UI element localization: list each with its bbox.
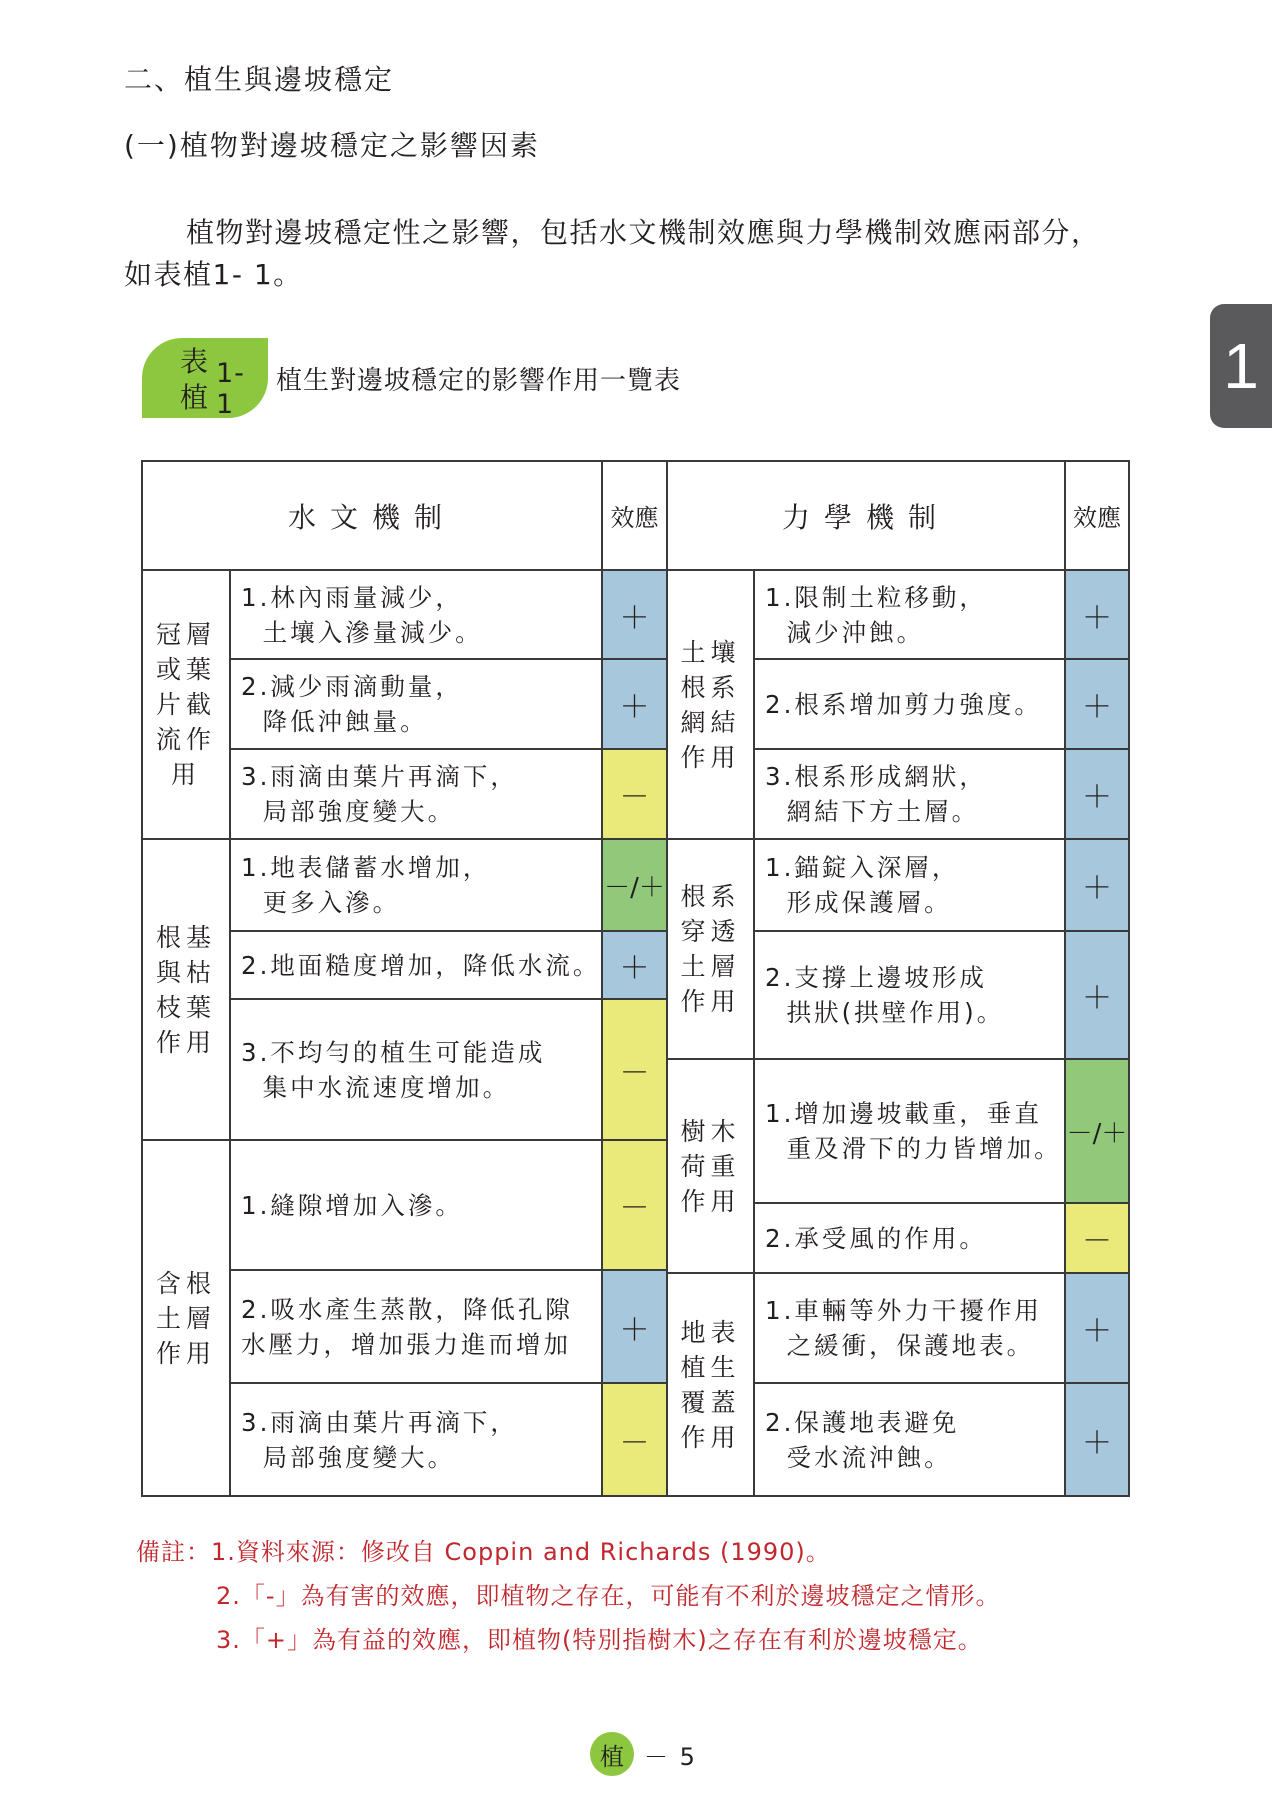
hydro-row-text — [229, 838, 603, 932]
mech-row-effect: ＋ — [1064, 838, 1130, 932]
hydro-row-effect: ＋ — [601, 658, 668, 750]
hydro-category-litter — [141, 838, 231, 1141]
hydro-row-text — [229, 998, 603, 1141]
effects-table — [141, 460, 1128, 1497]
row-text: 3.雨滴由葉片再滴下， 局部強度變大。 — [241, 762, 518, 826]
caption-badge-char-2: 植 — [180, 381, 209, 414]
row-text: 3.根系形成網狀， 網結下方土層。 — [765, 762, 987, 826]
hydro-row-text — [229, 1269, 603, 1384]
hydro-row-text — [229, 658, 603, 750]
mech-category-root-penetration — [666, 838, 755, 1060]
hydro-row-effect: － — [601, 1382, 668, 1497]
row-text: 2.保護地表避免 受水流沖蝕。 — [765, 1407, 960, 1472]
caption-number: 1-1 — [216, 358, 245, 420]
chapter-tab: 1 — [1210, 304, 1272, 428]
header-mech: 力學機制 — [666, 460, 1066, 571]
paragraph-line-2: 如表植1- 1。 — [124, 258, 303, 291]
header-hydro: 水文機制 — [141, 460, 603, 571]
header-effect-right: 效應 — [1064, 460, 1130, 571]
hydro-row-effect: －/＋ — [601, 838, 668, 932]
row-text: 2.承受風的作用。 — [765, 1223, 987, 1253]
row-text: 1.車輛等外力干擾作用 之緩衝，保護地表。 — [765, 1296, 1042, 1360]
hydro-row-text — [229, 1382, 603, 1497]
hydro-category-canopy — [141, 569, 231, 840]
hydro-row-text — [229, 748, 603, 840]
row-text: 3.不均勻的植生可能造成 集中水流速度增加。 — [241, 1037, 546, 1102]
intro-paragraph — [124, 212, 1164, 296]
row-text: 2.支撐上邊坡形成 拱狀(拱壁作用)。 — [765, 963, 1005, 1027]
row-text: 2.地面糙度增加，降低水流。 — [241, 950, 601, 980]
caption-badge-char-1: 表 — [180, 345, 209, 378]
mech-row-text — [753, 1382, 1066, 1497]
header-effect-left: 效應 — [601, 460, 668, 571]
mech-row-effect: － — [1064, 1202, 1130, 1274]
mech-row-effect: ＋ — [1064, 569, 1130, 660]
hydro-row-effect: ＋ — [601, 1269, 668, 1384]
row-text: 1.林內雨量減少， 土壤入滲量減少。 — [241, 582, 483, 647]
row-text: 1.地表儲蓄水增加， 更多入滲。 — [241, 853, 491, 917]
note-3: 3.「+」為有益的效應，即植物(特別指樹木)之存在有利於邊坡穩定。 — [216, 1626, 983, 1654]
hydro-row-effect: － — [601, 1139, 668, 1271]
page-number: － 5 — [644, 1742, 697, 1771]
table-notes — [136, 1530, 1001, 1662]
mech-row-text — [753, 569, 1066, 660]
hydro-row-effect: ＋ — [601, 930, 668, 1000]
mech-row-effect: ＋ — [1064, 930, 1130, 1060]
hydro-row-text — [229, 930, 603, 1000]
caption-title: 植生對邊坡穩定的影響作用一覽表 — [276, 366, 682, 396]
subsection-heading: (一)植物對邊坡穩定之影響因素 — [124, 129, 540, 162]
hydro-row-text — [229, 569, 603, 660]
row-text: 2.減少雨滴動量， 降低沖蝕量。 — [241, 672, 463, 736]
mech-category-tree-load — [666, 1058, 755, 1274]
mech-row-text — [753, 1272, 1066, 1384]
hydro-category-root-soil — [141, 1139, 231, 1497]
row-text: 2.吸水產生蒸散，降低孔隙 水壓力，增加張力進而增加 — [241, 1294, 573, 1359]
mech-row-effect: ＋ — [1064, 1382, 1130, 1497]
mech-row-text — [753, 930, 1066, 1060]
hydro-row-effect: － — [601, 998, 668, 1141]
note-1: 備註：1.資料來源：修改自 Coppin and Richards (1990)。 — [136, 1538, 831, 1566]
hydro-category-label: 含根土層作用 — [156, 1268, 217, 1368]
mech-category-label: 地表植生覆蓋作用 — [680, 1317, 741, 1452]
mech-category-label: 樹木荷重作用 — [680, 1116, 741, 1216]
mech-row-text — [753, 1058, 1066, 1204]
mech-row-text — [753, 838, 1066, 932]
hydro-category-label: 根基與枯枝葉作用 — [156, 922, 217, 1057]
row-text: 1.錨錠入深層， 形成保護層。 — [765, 853, 960, 917]
hydro-category-label: 冠層或葉片截流作用 — [156, 620, 217, 789]
paragraph-line-1: 植物對邊坡穩定性之影響，包括水文機制效應與力學機制效應兩部分， — [186, 216, 1101, 249]
mech-row-effect: ＋ — [1064, 748, 1130, 840]
row-text: 1.限制土粒移動， 減少沖蝕。 — [765, 582, 987, 647]
mech-row-effect: ＋ — [1064, 1272, 1130, 1384]
row-text: 3.雨滴由葉片再滴下， 局部強度變大。 — [241, 1407, 518, 1472]
mech-row-effect: －/＋ — [1064, 1058, 1130, 1204]
mech-row-text — [753, 748, 1066, 840]
mech-category-ground-cover — [666, 1272, 755, 1497]
mech-row-text — [753, 658, 1066, 750]
hydro-row-effect: － — [601, 748, 668, 840]
mech-row-effect: ＋ — [1064, 658, 1130, 750]
hydro-row-effect: ＋ — [601, 569, 668, 660]
row-text: 2.根系增加剪力強度。 — [765, 689, 1042, 719]
row-text: 1.增加邊坡載重，垂直 重及滑下的力皆增加。 — [765, 1099, 1062, 1163]
section-heading: 二、植生與邊坡穩定 — [124, 63, 395, 96]
mech-category-root-network — [666, 569, 755, 840]
mech-category-label: 土壤根系網結作用 — [680, 637, 741, 772]
mech-category-label: 根系穿透土層作用 — [680, 882, 741, 1016]
page-footer — [590, 1732, 697, 1776]
note-2: 2.「-」為有害的效應，即植物之存在，可能有不利於邊坡穩定之情形。 — [216, 1582, 1001, 1610]
footer-badge: 植 — [590, 1732, 634, 1776]
hydro-row-text — [229, 1139, 603, 1271]
row-text: 1.縫隙增加入滲。 — [241, 1190, 463, 1220]
mech-row-text — [753, 1202, 1066, 1274]
